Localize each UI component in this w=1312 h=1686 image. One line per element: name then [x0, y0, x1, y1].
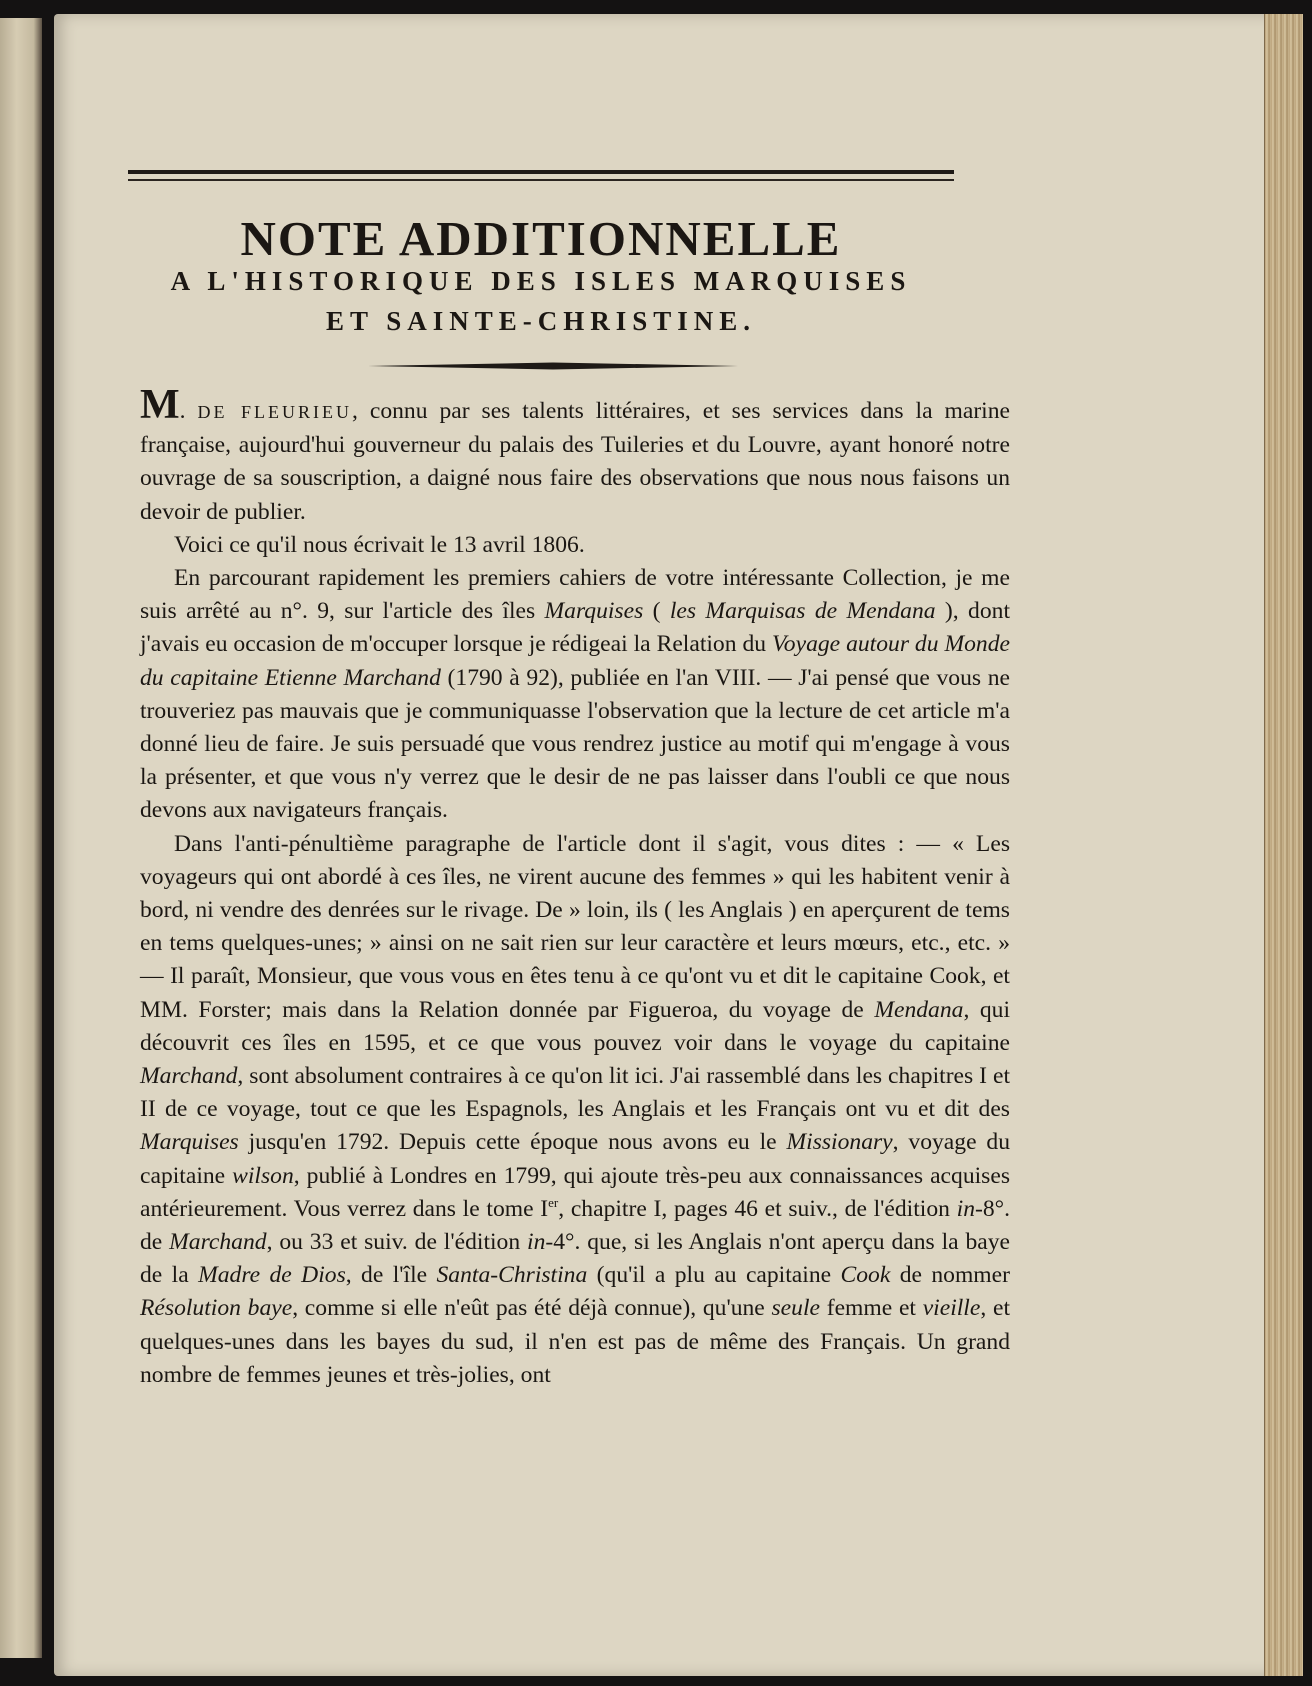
text-run: , qui découvrit ces îles en 1595, et ce que vous pouvez voir dans le voyage du capitaine [140, 996, 1011, 1056]
title-ornament-rule [368, 362, 738, 370]
text-run: , connu par ses talents littéraires, et ses services dans la marine française, aujourd'hui gouverneur du palais des Tuileries et du Louvre, ayant honoré notre ouvrage de sa souscription, a daigné nous faire des observations que nous nous faisons un devoir de publier. [140, 398, 1011, 525]
italic-run: Missionary [786, 1129, 893, 1156]
rule-thick-line [128, 170, 954, 174]
italic-run: Cook [840, 1262, 891, 1289]
superscript: er [548, 1195, 559, 1211]
paragraph-date: Voici ce qu'il nous écrivait le 13 avril 1806. [174, 531, 585, 558]
facing-page-edge [0, 18, 42, 1658]
initial-letter: M [140, 382, 180, 428]
author-name: DE FLEURIEU [197, 402, 353, 422]
text-run: , publié à Londres en 1799, qui ajoute très-peu aux connaissances acquises antérieurement. Vous verrez dans le tome I [140, 1162, 1011, 1222]
italic-run: Marchand [140, 1063, 238, 1090]
text-run: , de l'île [345, 1262, 437, 1289]
text-run: ), dont j'avais eu occasion de m'occuper lorsque je rédigeai la Relation du [140, 598, 1010, 658]
text-run: femme et [819, 1295, 923, 1322]
text-run: ( [643, 598, 670, 625]
italic-run: Voyage autour du Monde du capitaine Etienne Marchand [140, 631, 1010, 691]
text-run: . [179, 398, 198, 424]
tapered-rule-graphic [368, 362, 738, 370]
header-double-rule [128, 170, 954, 184]
italic-run: wilson [232, 1162, 294, 1189]
text-run: En parcourant rapidement les premiers cahiers de votre intéressante Collection, je me suis arrêté au n°. 9, sur l'article des îles [140, 565, 1010, 625]
italic-run: Marquises [544, 598, 644, 625]
italic-run: les Marquisas de Mendana [669, 598, 936, 625]
italic-run: Marquises [140, 1129, 239, 1156]
rule-thin-line [128, 179, 954, 181]
paragraph-intro [140, 382, 1011, 529]
italic-run: Résolution baye [140, 1295, 293, 1322]
text-run: , ou 33 et suiv. de l'édition [266, 1229, 528, 1256]
italic-run: in [527, 1229, 546, 1256]
text-run: (qu'il a plu au capitaine [587, 1262, 841, 1289]
italic-run: Santa-Christina [436, 1262, 588, 1289]
text-run: -8°. de [140, 1195, 1010, 1256]
body-text [140, 382, 1011, 1392]
italic-run: vieille [922, 1295, 981, 1322]
italic-run: Madre de Dios [198, 1262, 346, 1289]
text-run: -4°. que, si les Anglais n'ont aperçu dans la baye de la [140, 1229, 1010, 1289]
italic-run: Marchand [169, 1229, 267, 1256]
page-title: NOTE ADDITIONNELLE [240, 211, 842, 266]
text-run: , chapitre I, pages 46 et suiv., de l'édition [558, 1195, 957, 1222]
text-run: , voyage du capitaine [140, 1129, 1010, 1189]
italic-run: in [956, 1195, 975, 1222]
subtitle-line-1: A L'HISTORIQUE DES ISLES MARQUISES [170, 266, 912, 296]
subtitle-line-2: ET SAINTE-CHRISTINE. [325, 306, 757, 336]
text-run: de nommer [890, 1262, 1010, 1289]
text-run: jusqu'en 1792. Depuis cette époque nous avons eu le [238, 1129, 787, 1156]
page-fore-edge [1264, 14, 1303, 1676]
text-run: , comme si elle n'eût pas été déjà connue), qu'une [292, 1295, 772, 1322]
text-run: (1790 à 92), publiée en l'an VIII. — J'ai pensé que vous ne trouveriez pas mauvais que je communiquasse l'observation que la lecture de cet article m'a donné lieu de faire. Je suis persuadé que vous rendrez justice au motif qui m'engage à vous la présenter, et que vous n'y verrez que le desir de ne pas laisser dans l'oubli ce que nous devons aux navigateurs français. [140, 664, 1010, 824]
paragraph-letter-opening [140, 562, 1010, 828]
paragraph-observation [140, 828, 1010, 1392]
text-run: , et quelques-unes dans les bayes du sud, il n'en est pas de même des Français. Un grand nombre de femmes jeunes et très-jolies, ont [140, 1295, 1010, 1388]
italic-run: seule [771, 1295, 820, 1322]
text-run: Dans l'anti-pénultième paragraphe de l'article dont il s'agit, vous dites : — « Les voyageurs qui ont abordé à ces îles, ne virent aucune des femmes » qui les habitent venir à bord, ni vendre des denrées sur le rivage. De » loin, ils ( les Anglais ) en aperçurent de tems en tems quelques-unes; » ainsi on ne sait rien sur leur caractère et leurs mœurs, etc., etc. » — Il paraît, Monsieur, que vous vous en êtes tenu à ce qu'ont vu et dit le capitaine Cook, et MM. Forster; mais dans la Relation donnée par Figueroa, du voyage de [140, 830, 1010, 1023]
text-run: , sont absolument contraires à ce qu'on lit ici. J'ai rassemblé dans les chapitres I et II de ce voyage, tout ce que les Espagnols, les Anglais et les Français ont vu et dit des [140, 1063, 1010, 1123]
italic-run: Mendana [874, 996, 964, 1023]
